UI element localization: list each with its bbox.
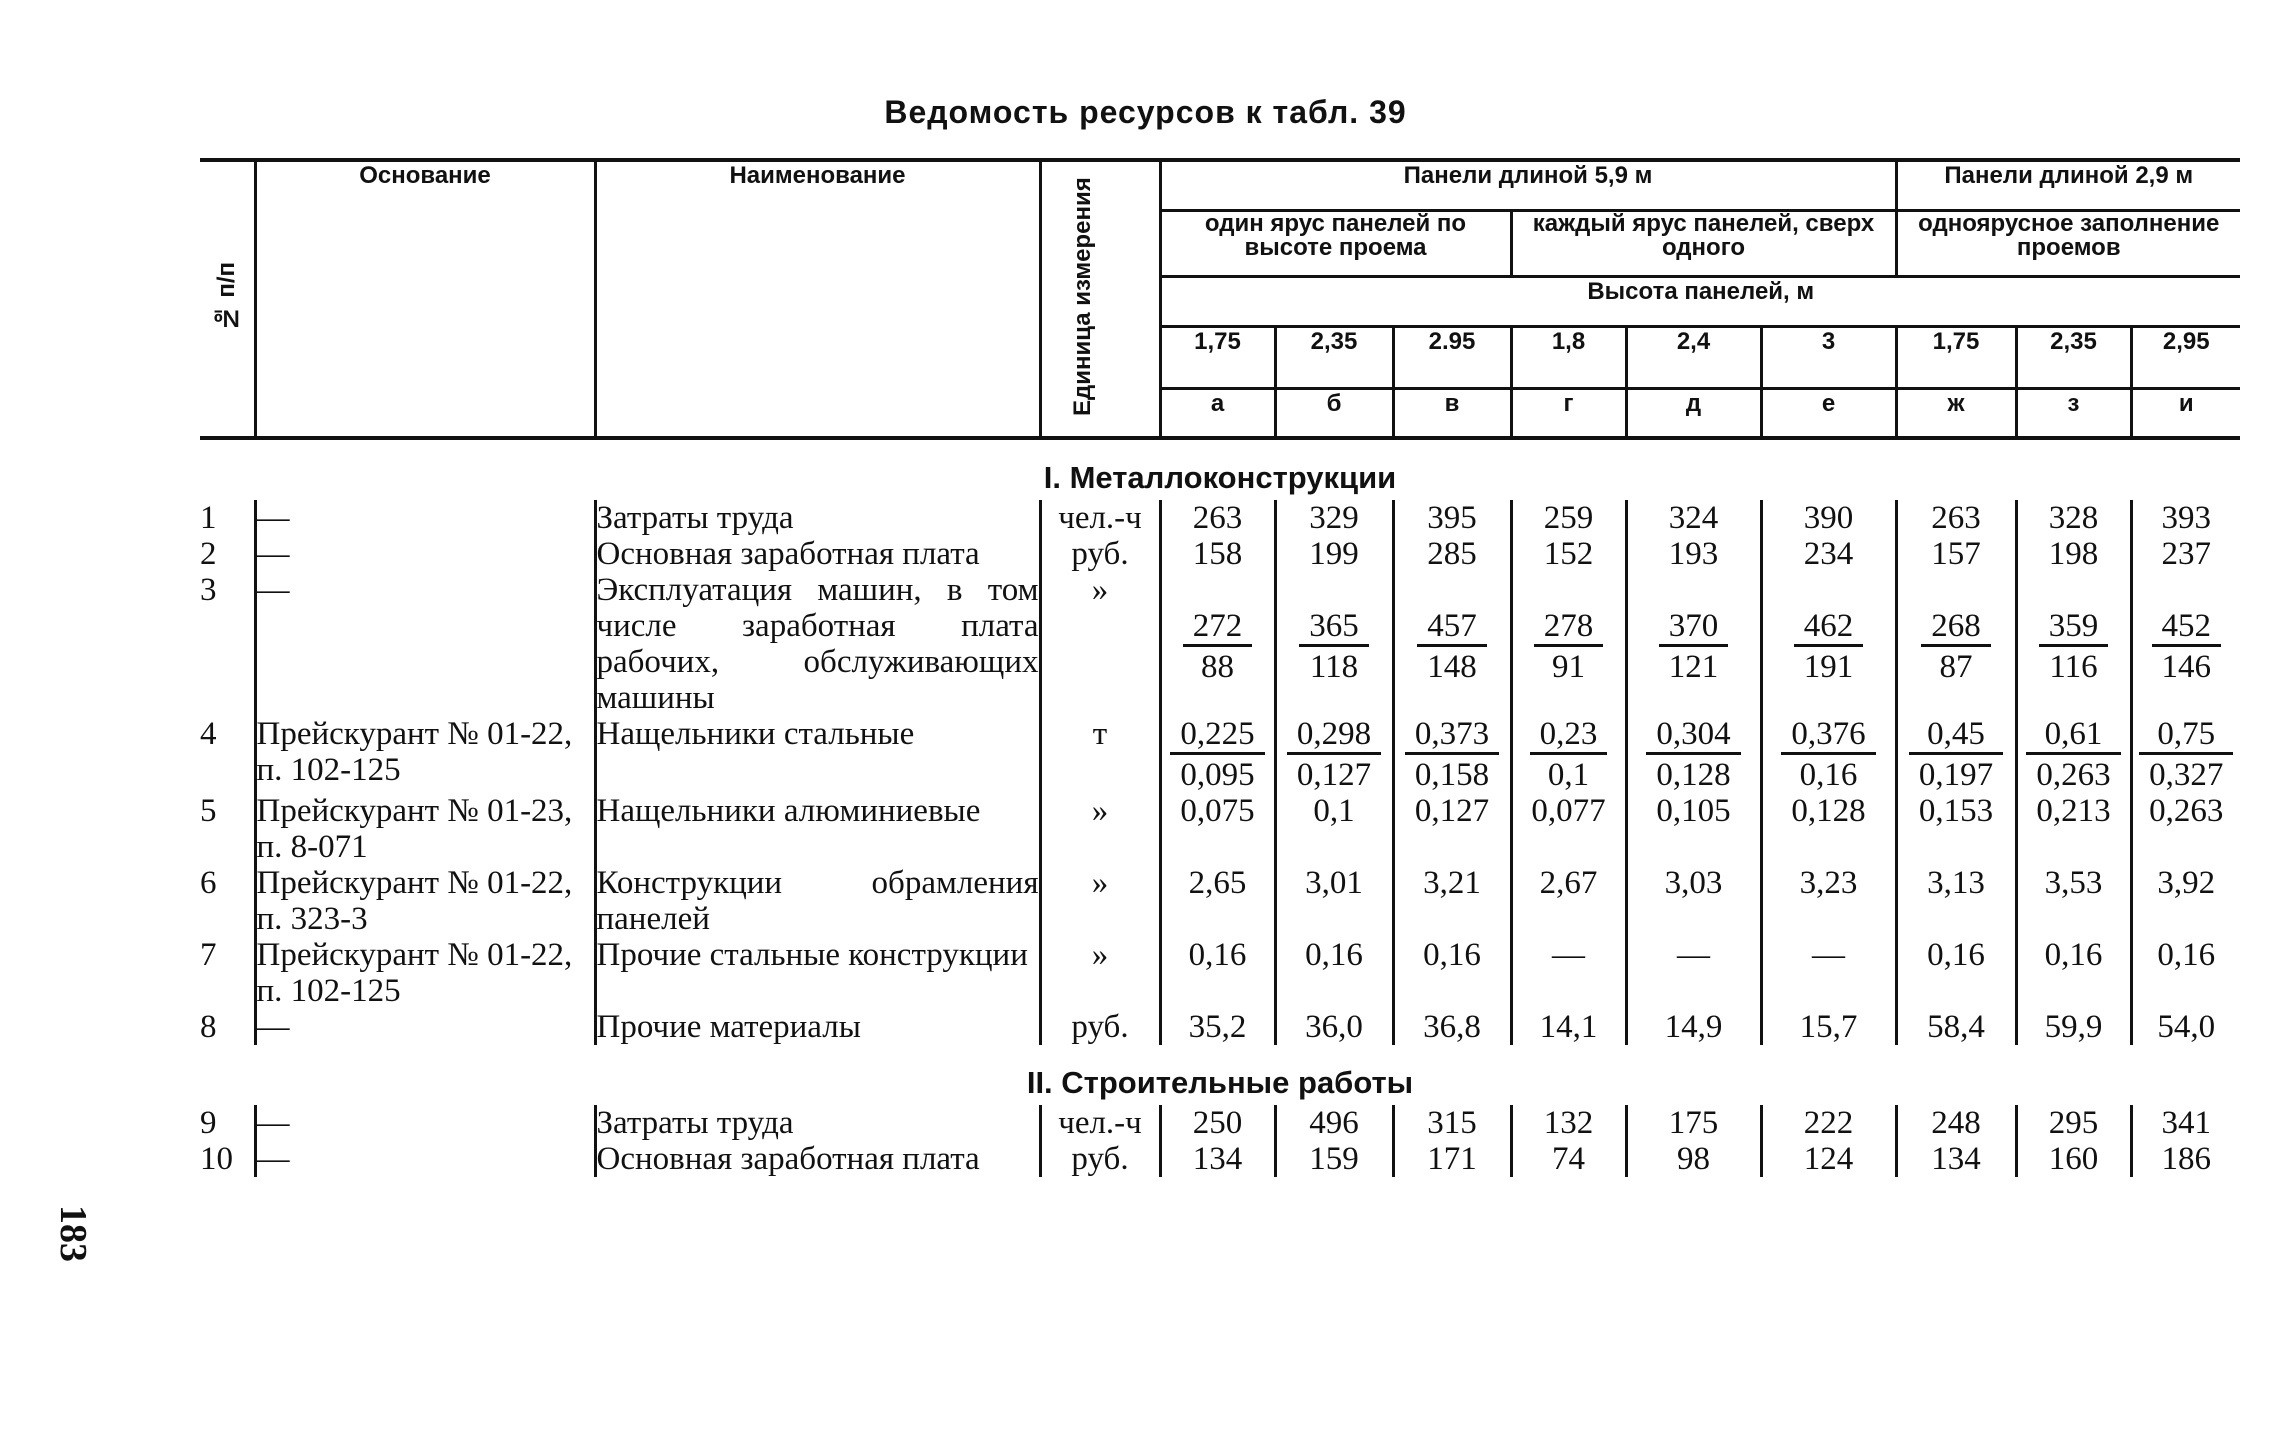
value-cell	[1275, 572, 1393, 716]
row-basis: —	[255, 536, 595, 572]
row-basis: —	[255, 500, 595, 536]
value-cell: 395	[1393, 500, 1511, 536]
value-bottom: 121	[1668, 649, 1719, 685]
value-bottom: 91	[1552, 649, 1585, 685]
table-row	[200, 572, 2240, 716]
group-header-5-9: Панели длиной 5,9 м	[1160, 160, 1896, 210]
row-basis: —	[255, 1105, 595, 1141]
column-letter: г	[1511, 388, 1626, 438]
resource-table	[200, 158, 2240, 1177]
section-title: I. Металлоконструкции	[1043, 460, 1397, 495]
row-name: Основная заработная плата	[595, 1141, 1040, 1177]
row-number: 1	[200, 500, 217, 536]
column-letter: б	[1275, 388, 1393, 438]
value-cell: 0,16	[2131, 937, 2240, 1009]
col-header-base: Основание	[255, 160, 595, 438]
value-cell: 36,0	[1275, 1009, 1393, 1045]
row-basis: Прейскурант № 01-22, п. 102-125	[255, 716, 595, 793]
value-cell: 329	[1275, 500, 1393, 536]
value-cell: 15,7	[1761, 1009, 1896, 1045]
value-cell	[2016, 572, 2131, 716]
row-name: Прочие материалы	[595, 1009, 1040, 1045]
value-top: 272	[1183, 608, 1253, 647]
table-row	[200, 865, 2240, 937]
row-unit: »	[1040, 793, 1160, 865]
value-cell: 198	[2016, 536, 2131, 572]
row-number: 6	[200, 865, 217, 901]
value-cell: 0,127	[1393, 793, 1511, 865]
value-cell: 0,16	[1160, 937, 1275, 1009]
column-letter: е	[1761, 388, 1896, 438]
value-cell: 134	[1160, 1141, 1275, 1177]
height-header: 2,4	[1626, 326, 1761, 388]
value-bottom: 148	[1427, 649, 1477, 685]
fraction-value	[1534, 608, 1604, 685]
value-bottom: 0,095	[1180, 757, 1255, 793]
value-top: 0,373	[1405, 716, 1499, 755]
value-cell: 237	[2131, 536, 2240, 572]
subgroup-one-tier: один ярус панелей по высоте проема	[1160, 210, 1511, 276]
value-top: 0,45	[1909, 716, 2003, 755]
fraction-value	[2139, 716, 2233, 793]
fraction-value	[1530, 716, 1608, 793]
page-number: 183	[52, 1205, 94, 1262]
height-header: 1,75	[1896, 326, 2016, 388]
row-name: Затраты труда	[595, 1105, 1040, 1141]
row-name: Эксплуатация машин, в том числе заработная плата рабочих, обслуживающих машины	[596, 572, 1039, 716]
row-number: 7	[200, 937, 217, 973]
value-bottom: 0,1	[1547, 757, 1590, 793]
row-name: Прочие стальные конструкции	[595, 937, 1040, 1009]
column-letter: в	[1393, 388, 1511, 438]
value-bottom: 0,197	[1918, 757, 1994, 793]
value-cell: 0,075	[1160, 793, 1275, 865]
value-bottom: 0,158	[1414, 757, 1490, 793]
height-header: 2,95	[2131, 326, 2240, 388]
height-header: 3	[1761, 326, 1896, 388]
value-cell: 54,0	[2131, 1009, 2240, 1045]
value-cell: 0,1	[1275, 793, 1393, 865]
value-cell: 0,153	[1896, 793, 2016, 865]
row-number: 5	[200, 793, 217, 829]
value-cell: 496	[1275, 1105, 1393, 1141]
value-top: 359	[2039, 608, 2109, 647]
row-unit: »	[1040, 865, 1160, 937]
table-row	[200, 500, 2240, 536]
height-header: 2,35	[2016, 326, 2131, 388]
col-header-name: Наименование	[595, 160, 1040, 438]
heights-label: Высота панелей, м	[1160, 276, 2240, 326]
section-title: II. Строительные работы	[1026, 1065, 1414, 1100]
value-cell: 328	[2016, 500, 2131, 536]
value-cell: 263	[1160, 500, 1275, 536]
subgroup-single-tier: одноярусное заполнение проемов	[1896, 210, 2240, 276]
value-cell	[1511, 716, 1626, 793]
column-letter: и	[2131, 388, 2240, 438]
value-cell: 193	[1626, 536, 1761, 572]
value-bottom: 0,263	[2036, 757, 2111, 793]
row-number: 8	[200, 1009, 217, 1045]
value-top: 0,23	[1530, 716, 1608, 755]
fraction-value	[1287, 716, 1381, 793]
row-number: 2	[200, 536, 217, 572]
value-cell	[1160, 716, 1275, 793]
col-header-num: № п/п	[200, 160, 255, 438]
value-cell: 393	[2131, 500, 2240, 536]
table-row	[200, 937, 2240, 1009]
value-cell: 3,21	[1393, 865, 1511, 937]
fraction-value	[1909, 716, 2003, 793]
row-unit: »	[1040, 572, 1160, 716]
page-title: Ведомость ресурсов к табл. 39	[884, 94, 1407, 130]
value-top: 0,61	[2026, 716, 2120, 755]
value-top: 0,225	[1170, 716, 1264, 755]
table-row	[200, 793, 2240, 865]
row-name: Затраты труда	[595, 500, 1040, 536]
row-basis: —	[255, 1141, 595, 1177]
value-cell: 234	[1761, 536, 1896, 572]
value-cell	[1761, 572, 1896, 716]
value-cell: 35,2	[1160, 1009, 1275, 1045]
value-cell	[1896, 716, 2016, 793]
value-cell	[1393, 572, 1511, 716]
height-header: 2.95	[1393, 326, 1511, 388]
fraction-value	[2026, 716, 2120, 793]
value-cell: 263	[1896, 500, 2016, 536]
row-unit: »	[1040, 937, 1160, 1009]
value-bottom: 0,327	[2149, 757, 2224, 793]
value-cell: 124	[1761, 1141, 1896, 1177]
value-top: 0,298	[1287, 716, 1381, 755]
value-cell	[1626, 572, 1761, 716]
section-row	[200, 438, 2240, 500]
value-cell	[1761, 716, 1896, 793]
value-cell: 0,16	[1393, 937, 1511, 1009]
row-basis: —	[255, 572, 595, 716]
value-top: 0,75	[2139, 716, 2233, 755]
column-letter: д	[1626, 388, 1761, 438]
value-cell: 0,16	[1275, 937, 1393, 1009]
value-cell	[1393, 716, 1511, 793]
row-basis: —	[255, 1009, 595, 1045]
value-cell: 0,128	[1761, 793, 1896, 865]
value-cell: 152	[1511, 536, 1626, 572]
row-unit: руб.	[1040, 1141, 1160, 1177]
row-unit: чел.-ч	[1040, 500, 1160, 536]
height-header: 2,35	[1275, 326, 1393, 388]
value-cell: 14,9	[1626, 1009, 1761, 1045]
value-top: 370	[1659, 608, 1729, 647]
row-unit: руб.	[1040, 536, 1160, 572]
row-basis: Прейскурант № 01-22, п. 102-125	[255, 937, 595, 1009]
row-number: 9	[200, 1105, 217, 1141]
value-top: 365	[1299, 608, 1369, 647]
row-number: 4	[200, 716, 217, 752]
fraction-value	[1183, 608, 1253, 685]
value-cell: 295	[2016, 1105, 2131, 1141]
value-cell: 0,077	[1511, 793, 1626, 865]
value-cell: 0,213	[2016, 793, 2131, 865]
value-cell: —	[1511, 937, 1626, 1009]
row-unit: т	[1040, 716, 1160, 793]
value-top: 268	[1921, 608, 1991, 647]
value-cell: 59,9	[2016, 1009, 2131, 1045]
value-cell: 222	[1761, 1105, 1896, 1141]
row-name: Нащельники алюминиевые	[595, 793, 1040, 865]
value-bottom: 191	[1803, 649, 1854, 685]
value-bottom: 87	[1939, 649, 1973, 685]
table-row	[200, 1141, 2240, 1177]
value-cell	[2131, 572, 2240, 716]
row-number: 10	[200, 1141, 233, 1177]
value-cell: 3,92	[2131, 865, 2240, 937]
value-cell: 341	[2131, 1105, 2240, 1141]
value-cell: 98	[1626, 1141, 1761, 1177]
value-top: 0,376	[1781, 716, 1875, 755]
value-bottom: 0,16	[1799, 757, 1858, 793]
value-bottom: 88	[1201, 649, 1234, 685]
value-cell: 250	[1160, 1105, 1275, 1141]
value-cell: 2,67	[1511, 865, 1626, 937]
row-name: Основная заработная плата	[595, 536, 1040, 572]
value-cell: 199	[1275, 536, 1393, 572]
value-cell: 315	[1393, 1105, 1511, 1141]
value-cell: 285	[1393, 536, 1511, 572]
value-cell	[2131, 716, 2240, 793]
fraction-value	[1781, 716, 1875, 793]
value-cell: 186	[2131, 1141, 2240, 1177]
value-bottom: 0,128	[1656, 757, 1731, 793]
table-body	[200, 438, 2240, 1177]
value-cell: 3,53	[2016, 865, 2131, 937]
row-basis: Прейскурант № 01-22, п. 323-3	[255, 865, 595, 937]
value-bottom: 118	[1309, 649, 1359, 685]
value-cell: 160	[2016, 1141, 2131, 1177]
column-letter: а	[1160, 388, 1275, 438]
height-header: 1,8	[1511, 326, 1626, 388]
fraction-value	[1417, 608, 1487, 685]
table-row	[200, 716, 2240, 793]
fraction-value	[1170, 716, 1264, 793]
fraction-value	[1405, 716, 1499, 793]
row-unit: чел.-ч	[1040, 1105, 1160, 1141]
value-bottom: 146	[2161, 649, 2211, 685]
value-cell	[1160, 572, 1275, 716]
value-cell: 3,03	[1626, 865, 1761, 937]
value-cell	[1626, 716, 1761, 793]
value-cell: 0,263	[2131, 793, 2240, 865]
value-cell: 158	[1160, 536, 1275, 572]
value-cell: 248	[1896, 1105, 2016, 1141]
row-unit: руб.	[1040, 1009, 1160, 1045]
value-cell: 74	[1511, 1141, 1626, 1177]
table-row	[200, 536, 2240, 572]
value-cell: 0,105	[1626, 793, 1761, 865]
fraction-value	[2152, 608, 2222, 685]
value-cell: 132	[1511, 1105, 1626, 1141]
value-top: 278	[1534, 608, 1604, 647]
fraction-value	[1659, 608, 1729, 685]
height-header: 1,75	[1160, 326, 1275, 388]
value-cell: 171	[1393, 1141, 1511, 1177]
value-cell	[1511, 572, 1626, 716]
value-cell: —	[1626, 937, 1761, 1009]
value-cell: 58,4	[1896, 1009, 2016, 1045]
value-top: 0,304	[1646, 716, 1740, 755]
fraction-value	[2039, 608, 2109, 685]
row-name: Нащельники стальные	[595, 716, 1040, 793]
value-cell: 134	[1896, 1141, 2016, 1177]
fraction-value	[1794, 608, 1864, 685]
table-header	[200, 160, 2240, 438]
table-row	[200, 1009, 2240, 1045]
value-cell: 3,13	[1896, 865, 2016, 937]
column-letter: з	[2016, 388, 2131, 438]
value-cell: 3,01	[1275, 865, 1393, 937]
value-cell: 390	[1761, 500, 1896, 536]
group-header-2-9: Панели длиной 2,9 м	[1896, 160, 2240, 210]
value-cell: —	[1761, 937, 1896, 1009]
value-bottom: 0,127	[1296, 757, 1372, 793]
row-name: Конструкции обрамления панелей	[596, 865, 1039, 937]
table-row	[200, 1105, 2240, 1141]
value-top: 462	[1794, 608, 1864, 647]
fraction-value	[1299, 608, 1369, 685]
value-cell: 159	[1275, 1141, 1393, 1177]
value-cell: 157	[1896, 536, 2016, 572]
value-cell: 3,23	[1761, 865, 1896, 937]
value-top: 457	[1417, 608, 1487, 647]
value-bottom: 116	[2049, 649, 2098, 685]
column-letter: ж	[1896, 388, 2016, 438]
value-cell	[1896, 572, 2016, 716]
value-cell: 2,65	[1160, 865, 1275, 937]
subgroup-each-tier: каждый ярус панелей, сверх одного	[1511, 210, 1896, 276]
value-cell: 14,1	[1511, 1009, 1626, 1045]
row-basis: Прейскурант № 01-23, п. 8-071	[255, 793, 595, 865]
value-top: 452	[2152, 608, 2222, 647]
value-cell: 0,16	[1896, 937, 2016, 1009]
value-cell: 259	[1511, 500, 1626, 536]
value-cell	[2016, 716, 2131, 793]
value-cell: 36,8	[1393, 1009, 1511, 1045]
value-cell: 0,16	[2016, 937, 2131, 1009]
value-cell: 175	[1626, 1105, 1761, 1141]
value-cell: 324	[1626, 500, 1761, 536]
fraction-value	[1646, 716, 1740, 793]
section-row	[200, 1045, 2240, 1105]
fraction-value	[1921, 608, 1991, 685]
value-cell	[1275, 716, 1393, 793]
col-header-unit: Единица измерения	[1040, 160, 1160, 438]
row-number: 3	[200, 572, 217, 608]
